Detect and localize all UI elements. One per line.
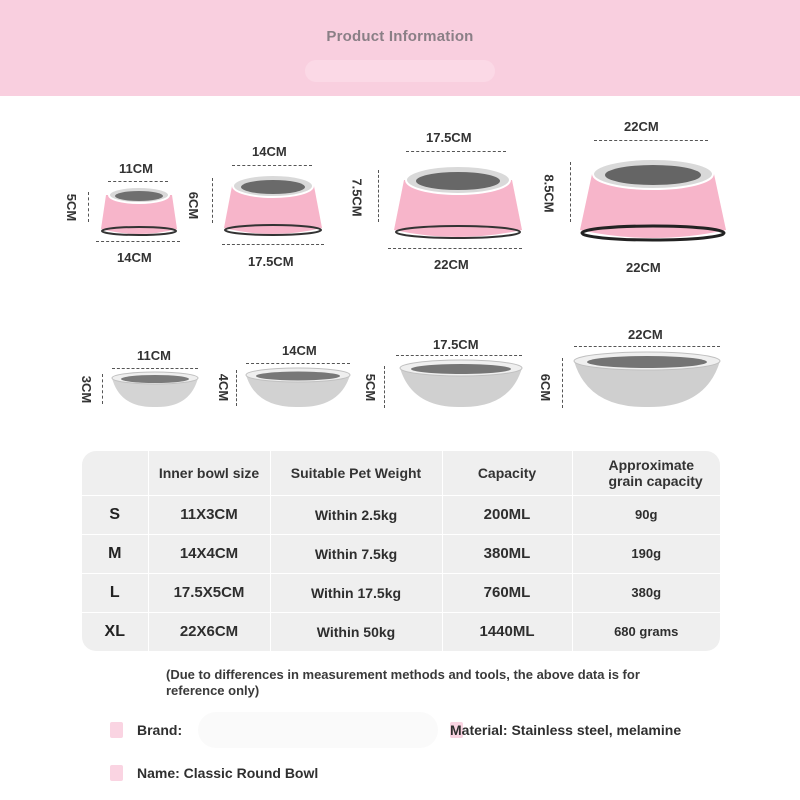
bowl-m-height: 6CM (186, 191, 202, 220)
row-capacity: 760ML (442, 573, 572, 612)
bowl-s-bottom-width: 14CM (117, 250, 152, 265)
brand-value-blurred (198, 712, 438, 748)
bowl-m-bottom-width: 17.5CM (248, 254, 294, 269)
inner-m-height: 4CM (216, 373, 232, 402)
row-grain: 680 grams (614, 624, 679, 640)
header-pet-weight: Suitable Pet Weight (270, 451, 442, 495)
header-decoration (305, 60, 495, 82)
row-size: M (82, 534, 148, 573)
name-bullet (110, 765, 123, 781)
inner-m-width: 14CM (282, 343, 317, 358)
inner-xl-width: 22CM (628, 327, 663, 342)
row-inner-size: 17.5X5CM (148, 573, 270, 612)
row-pet-weight: Within 7.5kg (270, 534, 442, 573)
table-header-row (82, 451, 720, 495)
row-pet-weight: Within 50kg (270, 612, 442, 651)
bowl-m-image (222, 170, 324, 240)
material-text: Material: Stainless steel, melamine (450, 722, 682, 738)
bowl-s-image (100, 185, 178, 239)
row-inner-size: 22X6CM (148, 612, 270, 651)
inner-s-height: 3CM (79, 375, 95, 404)
row-grain: 90g (572, 495, 720, 534)
bowl-xl-top-width: 22CM (624, 119, 659, 134)
inner-s-width: 11CM (137, 348, 171, 363)
page-title: Product Information (326, 28, 474, 45)
bowl-l-bottom-width: 22CM (434, 257, 469, 272)
product-name-text: Name: Classic Round Bowl (137, 765, 319, 781)
brand-label: Brand: (137, 722, 183, 738)
row-capacity: 380ML (442, 534, 572, 573)
table-row (82, 534, 720, 573)
row-inner-size: 11X3CM (148, 495, 270, 534)
bowl-l-top-width: 17.5CM (426, 130, 472, 145)
header-size (82, 451, 148, 495)
inner-l-width: 17.5CM (433, 337, 479, 352)
row-capacity: 200ML (442, 495, 572, 534)
inner-xl-height: 6CM (538, 373, 554, 402)
bowl-xl-image (578, 152, 728, 246)
header-grain-capacity: Approximate grain capacity (572, 451, 720, 495)
row-size: S (82, 495, 148, 534)
inner-l-image (398, 358, 524, 408)
inner-xl-image (572, 350, 722, 408)
header-banner (0, 0, 800, 96)
spec-table (82, 451, 720, 651)
row-grain: 190g (572, 534, 720, 573)
bowl-xl-bottom-width: 22CM (626, 260, 661, 275)
bowl-s-top-width: 11CM (119, 161, 153, 176)
inner-m-image (244, 366, 352, 408)
row-size: L (82, 573, 148, 612)
bowl-xl-height: 8.5CM (541, 174, 557, 213)
row-pet-weight: Within 2.5kg (270, 495, 442, 534)
row-inner-size: 14X4CM (148, 534, 270, 573)
inner-s-image (110, 370, 200, 408)
bowl-l-height: 7.5CM (349, 178, 365, 217)
row-capacity: 1440ML (442, 612, 572, 651)
table-row (82, 573, 720, 612)
brand-bullet (110, 722, 123, 738)
table-row (82, 612, 720, 651)
row-size: XL (82, 612, 148, 651)
table-row (82, 495, 720, 534)
inner-l-height: 5CM (363, 373, 379, 402)
header-capacity: Capacity (442, 451, 572, 495)
bowl-m-top-width: 14CM (252, 144, 287, 159)
header-inner-size: Inner bowl size (148, 451, 270, 495)
bowl-l-image (392, 160, 524, 244)
row-grain: 380g (572, 573, 720, 612)
row-pet-weight: Within 17.5kg (270, 573, 442, 612)
bowl-s-height: 5CM (64, 193, 80, 222)
measurement-note: (Due to differences in measurement methods and tools, the above data is for reference only) (166, 667, 640, 698)
